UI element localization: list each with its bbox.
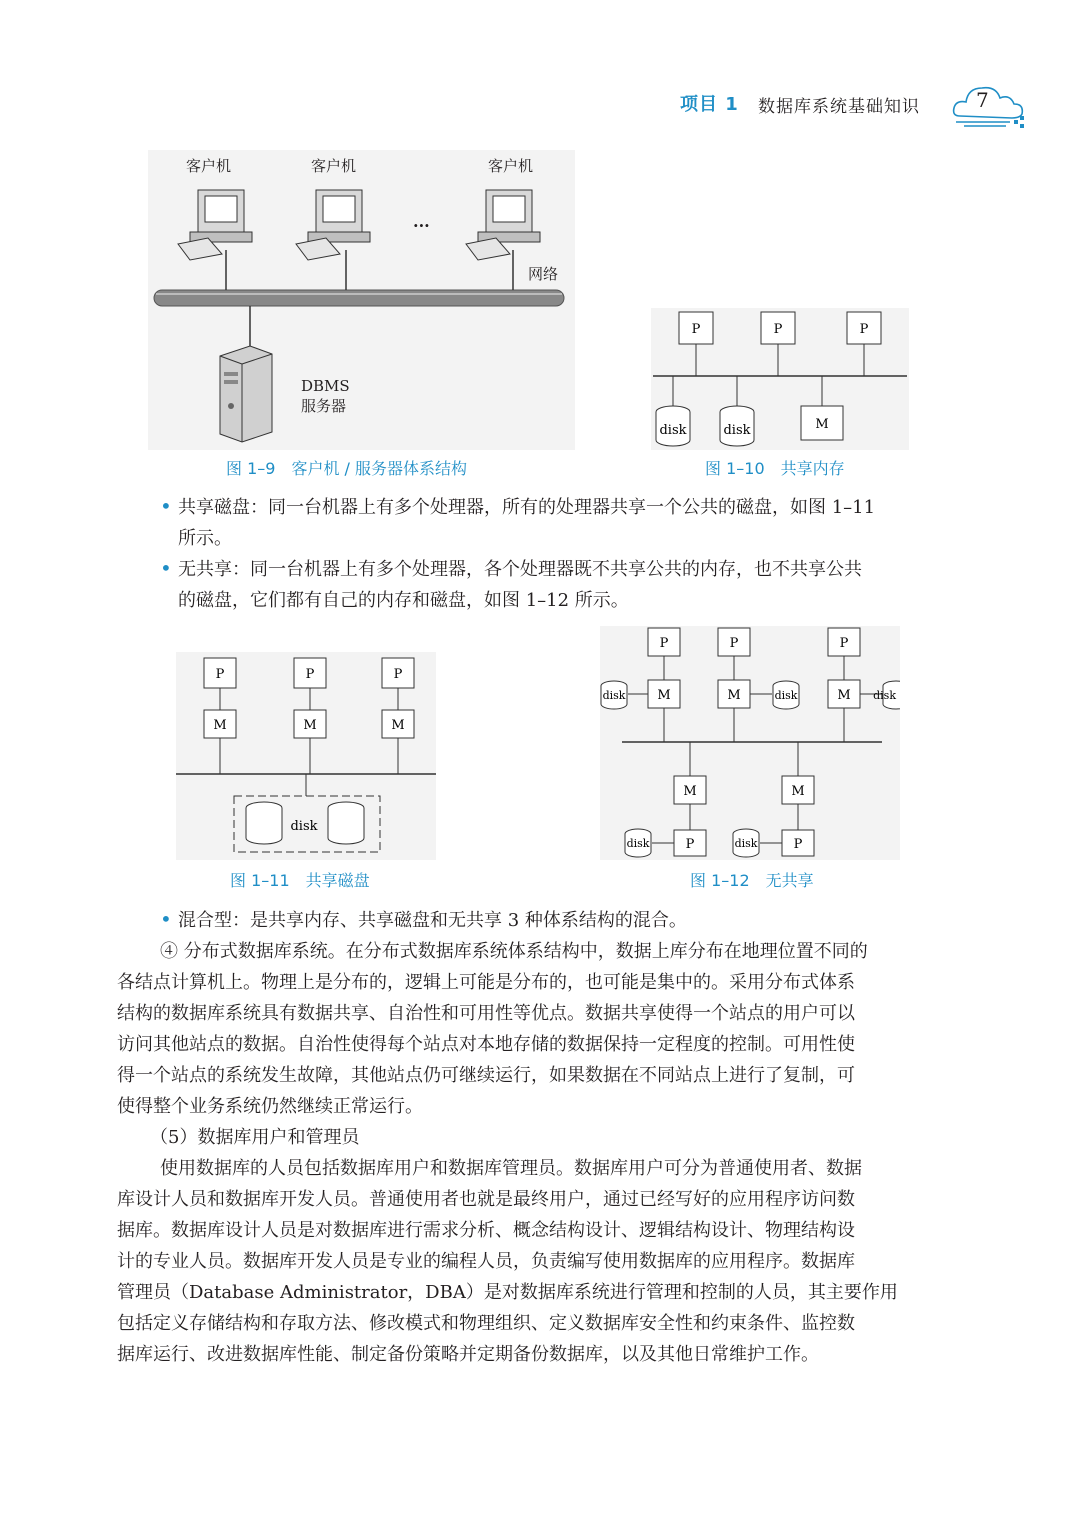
- client-label: 客户机: [186, 157, 232, 175]
- ellipsis: ···: [413, 216, 430, 235]
- m-label: M: [727, 688, 741, 703]
- client-computer-icon: [466, 190, 540, 260]
- server-label-name: 服务器: [301, 397, 347, 415]
- paragraph-line: 管理员（Database Administrator，DBA）是对数据库系统进行管理和控制的人员，其主要作用: [117, 1282, 898, 1303]
- page-number: 7: [976, 88, 989, 112]
- disk-label: disk: [873, 689, 896, 702]
- paragraph-line: 访问其他站点的数据。自治性使得每个站点对本地存储的数据保持一定程度的控制。可用性使: [117, 1034, 855, 1055]
- m-label: M: [391, 718, 405, 733]
- server-icon: [220, 346, 272, 442]
- paragraph-line: 各结点计算机上。物理上是分布的，逻辑上可能是分布的，也可能是集中的。采用分布式体系: [117, 972, 855, 993]
- figure-caption: 图 1–12 无共享: [690, 871, 814, 890]
- figure-client-server: [148, 150, 575, 450]
- m-label: M: [791, 784, 805, 799]
- paragraph-line: 使用数据库的人员包括数据库用户和数据库管理员。数据库用户可分为普通使用者、数据: [160, 1158, 862, 1179]
- paragraph-line: 库设计人员和数据库开发人员。普通使用者也就是最终用户，通过已经写好的应用程序访问数: [117, 1189, 855, 1210]
- m-label: M: [213, 718, 227, 733]
- disk-label: disk: [734, 837, 758, 850]
- p-label: P: [305, 667, 315, 682]
- paragraph-line: 据库运行、改进数据库性能、制定备份策略并定期备份数据库，以及其他日常维护工作。: [117, 1344, 819, 1365]
- bullet-text: 无共享：同一台机器上有多个处理器，各个处理器既不共享公共的内存，也不共享公共: [178, 559, 862, 580]
- header-project: 项目 1: [680, 94, 739, 115]
- paragraph-line: 使得整个业务系统仍然继续正常运行。: [117, 1096, 423, 1117]
- bullet-icon: •: [160, 556, 172, 580]
- bullet-text: 所示。: [178, 528, 232, 549]
- paragraph-line: 结构的数据库系统具有数据共享、自治性和可用性等优点。数据共享使得一个站点的用户可以: [117, 1003, 855, 1024]
- figure-caption: 图 1–9 客户机 / 服务器体系结构: [226, 459, 468, 478]
- p-label: P: [773, 322, 783, 337]
- bullet-text: 的磁盘，它们都有自己的内存和磁盘，如图 1–12 所示。: [178, 590, 629, 611]
- paragraph-line: ④ 分布式数据库系统。在分布式数据库系统体系结构中，数据上库分布在地理位置不同的: [160, 941, 868, 962]
- disk-label: disk: [290, 819, 318, 834]
- paragraph-line: 包括定义存储结构和存取方法、修改模式和物理组织、定义数据库安全性和约束条件、监控数: [117, 1313, 855, 1334]
- client-computer-icon: [296, 190, 370, 260]
- p-label: P: [659, 636, 669, 651]
- bullet-icon: •: [160, 494, 172, 518]
- p-label: P: [729, 636, 739, 651]
- section-heading: （5）数据库用户和管理员: [150, 1127, 360, 1148]
- m-label: M: [683, 784, 697, 799]
- paragraph-line: 得一个站点的系统发生故障，其他站点仍可继续运行，如果数据在不同站点上进行了复制，可: [117, 1065, 855, 1086]
- disk-icon: [246, 802, 282, 844]
- m-label: M: [303, 718, 317, 733]
- p-label: P: [691, 322, 701, 337]
- client-label: 客户机: [311, 157, 357, 175]
- paragraph-line: 据库。数据库设计人员是对数据库进行需求分析、概念结构设计、逻辑结构设计、物理结构设: [117, 1220, 855, 1241]
- bullet-text: 混合型：是共享内存、共享磁盘和无共享 3 种体系结构的混合。: [178, 910, 687, 931]
- figure-shared-nothing: [600, 626, 900, 860]
- figure-caption: 图 1–10 共享内存: [705, 459, 845, 478]
- p-label: P: [839, 636, 849, 651]
- p-label: P: [685, 837, 695, 852]
- m-label: M: [837, 688, 851, 703]
- disk-label: disk: [723, 423, 751, 438]
- m-label: M: [657, 688, 671, 703]
- disk-label: disk: [626, 837, 650, 850]
- figure-shared-memory: [651, 308, 909, 450]
- header-title: 数据库系统基础知识: [758, 97, 920, 117]
- cloud-icon: [950, 78, 1028, 130]
- bullet-icon: •: [160, 907, 172, 931]
- figure-shared-disk: [176, 652, 436, 860]
- p-label: P: [859, 322, 869, 337]
- paragraph-line: 计的专业人员。数据库开发人员是专业的编程人员，负责编写使用数据库的应用程序。数据库: [117, 1251, 855, 1272]
- client-label: 客户机: [488, 157, 534, 175]
- p-label: P: [393, 667, 403, 682]
- disk-label: disk: [659, 423, 687, 438]
- disk-icon: [328, 802, 364, 844]
- server-label-dbms: DBMS: [301, 377, 350, 395]
- disk-label: disk: [602, 689, 626, 702]
- network-label: 网络: [528, 265, 559, 283]
- client-computer-icon: [178, 190, 252, 260]
- m-label: M: [815, 417, 829, 432]
- p-label: P: [215, 667, 225, 682]
- p-label: P: [793, 837, 803, 852]
- bullet-text: 共享磁盘：同一台机器上有多个处理器，所有的处理器共享一个公共的磁盘，如图 1–11: [178, 497, 876, 518]
- disk-label: disk: [774, 689, 798, 702]
- figure-caption: 图 1–11 共享磁盘: [230, 871, 370, 890]
